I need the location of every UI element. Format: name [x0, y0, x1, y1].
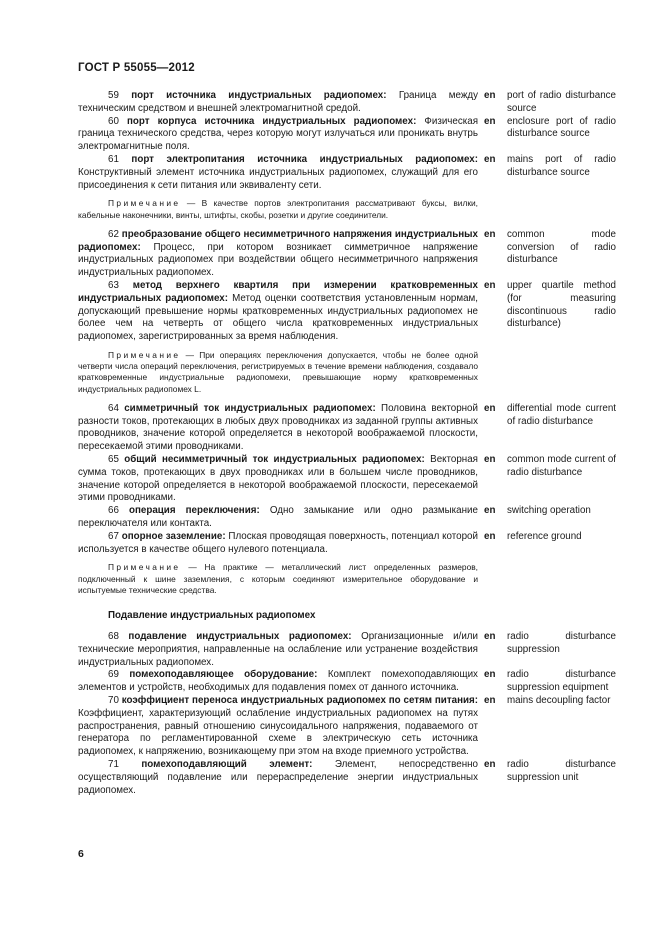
term-name: порт корпуса источника индустриальных радиопомех: — [126, 115, 417, 127]
term-entry-63 — [78, 279, 616, 344]
note-text: — На практике — металлический лист определенных размеров, подключенный к шине заземления, с которым соединяют измерительное оборудование и испытуемые технические средства. — [78, 562, 479, 595]
english-equivalent: mains port of radio disturbance source — [507, 153, 616, 178]
term-entry-67 — [78, 530, 582, 557]
term-definition: Коэффициент, характеризующий ослабление индустриальных радиопомех на путях распространения, равный отношению синусоидального напряжения, подаваемого от генератора по регламентированной схеме в электрическую сеть источника радиопомех, к напряжению, возникающему при этом на входе приемного устройства. — [78, 707, 478, 758]
term-paragraph — [78, 695, 478, 759]
term-number: 67 — [108, 530, 119, 542]
term-definition: Физическая граница технического средства, через которую могут излучаться или проникать внутрь электромагнитные поля. — [78, 115, 478, 153]
term-name: помехоподавляющий элемент: — [141, 758, 313, 770]
term-paragraph — [78, 403, 478, 454]
term-definition: Комплект помехоподавляющих элементов и устройств, необходимых для подавления помех от данного источника. — [78, 669, 478, 694]
page-number: 6 — [78, 848, 84, 860]
term-number: 60 — [108, 115, 119, 127]
term-paragraph — [78, 531, 478, 557]
section-title: Подавление индустриальных радиопомех — [108, 609, 316, 621]
english-equivalent: radio disturbance suppression — [507, 630, 616, 655]
note-text: — В качестве портов электропитания рассматривают буксы, вилки, кабельные наконечники, винты, штифты, скобы, розетки и другие соединители. — [78, 198, 479, 220]
term-name: опорное заземление: — [121, 530, 226, 542]
term-definition: Граница между техническим средством и внешней электромагнитной средой. — [78, 90, 478, 114]
term-definition: Организационные и/или технические мероприятия, направленные на ослабление или устранение воздействия индустриальных радиопомех. — [78, 630, 478, 668]
term-definition: Конструктивный элемент источника индустриальных радиопомех, служащий для его присоединения к сети питания или эквиваленту сети. — [78, 166, 478, 191]
english-equivalent: switching operation — [507, 505, 591, 517]
term-paragraph — [78, 229, 478, 280]
english-equivalent: mains decoupling factor — [507, 694, 611, 706]
term-paragraph — [78, 116, 478, 154]
english-equivalent: common mode conversion of radio disturbance — [507, 228, 616, 266]
term-paragraph — [78, 90, 478, 116]
english-equivalent: upper quartile method (for measuring discontinuous radio disturbance) — [507, 279, 616, 330]
term-entry-66 — [78, 505, 591, 531]
term-definition: Векторная сумма токов, протекающих в двух проводниках или в большем числе проводников, значение которой определяется в некоторой воображаемой плоскости, пересекаемой этими проводниками. — [78, 453, 478, 504]
note-3 — [78, 562, 478, 596]
language-code: en — [484, 228, 496, 240]
term-name: общий несимметричный ток индустриальных радиопомех: — [124, 453, 425, 465]
term-entry-64 — [78, 402, 616, 454]
term-paragraph — [78, 669, 478, 695]
note-label: Примечание — [108, 562, 181, 573]
term-number: 71 — [108, 758, 119, 770]
term-entry-71 — [78, 758, 616, 797]
note-label: Примечание — [108, 349, 181, 360]
term-paragraph — [78, 631, 478, 669]
language-code: en — [484, 694, 496, 706]
english-equivalent: differential mode current of radio disturbance — [507, 402, 616, 427]
term-paragraph — [78, 759, 478, 797]
english-equivalent: common mode current of radio disturbance — [507, 453, 616, 478]
term-number: 61 — [108, 153, 119, 165]
note-1 — [78, 198, 478, 220]
term-entry-62 — [78, 228, 616, 280]
term-name: помехоподавляющее оборудование: — [129, 669, 318, 681]
term-definition: Процесс, при котором возникает симметричное напряжение индустриальных радиопомех при воздействии общего несимметричного напряжения индустриальных радиопомех. — [78, 241, 478, 279]
term-number: 68 — [108, 630, 119, 642]
term-entry-59 — [78, 90, 616, 116]
language-code: en — [484, 669, 496, 681]
term-entry-70 — [78, 694, 611, 759]
term-number: 62 — [108, 228, 119, 240]
term-entry-61 — [78, 153, 616, 192]
language-code: en — [484, 505, 496, 517]
term-name: подавление индустриальных радиопомех: — [128, 630, 352, 642]
term-name: преобразование общего несимметричного напряжения индустриальных радиопомех: — [78, 228, 478, 253]
note-2 — [78, 350, 478, 395]
term-name: симметричный ток индустриальных радиопомех: — [124, 402, 376, 414]
term-name: порт источника индустриальных радиопомех: — [131, 90, 387, 101]
language-code: en — [484, 115, 496, 127]
term-name: порт электропитания источника индустриальных радиопомех: — [131, 153, 478, 165]
language-code: en — [484, 153, 496, 165]
language-code: en — [484, 90, 496, 101]
language-code: en — [484, 630, 496, 642]
term-number: 69 — [108, 669, 119, 681]
term-entry-65 — [78, 453, 616, 505]
term-name: метод верхнего квартиля при измерении кратковременных индустриальных радиопомех: — [78, 279, 478, 304]
term-definition: Половина векторной разности токов, протекающих в любых двух проводниках из заданной группы активных проводников, значение которой определяется в некоторой воображаемой плоскости, пересекаемой этими проводниками. — [78, 402, 478, 453]
term-name: коэффициент переноса индустриальных радиопомех по сетям питания: — [121, 694, 478, 706]
term-number: 63 — [108, 279, 119, 291]
term-entry-68 — [78, 630, 616, 669]
term-paragraph — [78, 454, 478, 505]
language-code: en — [484, 279, 496, 291]
terms-list — [78, 90, 616, 797]
term-number: 66 — [108, 505, 119, 517]
term-number: 59 — [108, 90, 119, 101]
term-entry-69 — [78, 669, 616, 695]
term-paragraph — [78, 280, 478, 344]
document-header: ГОСТ Р 55055—2012 — [78, 62, 195, 74]
language-code: en — [484, 453, 496, 465]
language-code: en — [484, 758, 496, 770]
term-entry-60 — [78, 115, 616, 154]
term-name: операция переключения: — [129, 505, 260, 517]
english-equivalent: reference ground — [507, 530, 582, 542]
term-number: 70 — [108, 694, 119, 706]
english-equivalent: enclosure port of radio disturbance source — [507, 115, 616, 140]
term-definition: Метод оценки соответствия установленным нормам, допускающий превышение нормы кратковременных индустриальных радиопомех не более чем на четверть от общего числа кратковременных индустриальных радиопомех, зарегистрированных за время наблюдения. — [78, 292, 478, 343]
english-equivalent: radio disturbance suppression equipment — [507, 669, 616, 694]
english-equivalent: port of radio disturbance source — [507, 90, 616, 114]
term-definition: Элемент, непосредственно осуществляющий подавление или перераспределение энергии индустриальных радиопомех. — [78, 758, 478, 796]
english-equivalent: radio disturbance suppression unit — [507, 758, 616, 783]
language-code: en — [484, 530, 496, 542]
term-number: 64 — [108, 402, 119, 414]
term-definition: Одно замыкание или одно размыкание переключателя или контакта. — [78, 505, 478, 529]
language-code: en — [484, 402, 496, 414]
term-definition: Плоская проводящая поверхность, потенциал которой используется в качестве общего нулевого потенциала. — [78, 530, 478, 555]
term-paragraph — [78, 154, 478, 192]
note-text: — При операциях переключения допускается, чтобы не более одной четверти числа операций переключения, регистрируемых в течение времени наблюдения, создавало кратковременные индустриальные радиопомехи, превышающие норму кратковременных индустриальных радиопомех L. — [78, 349, 479, 394]
term-number: 65 — [108, 453, 119, 465]
term-paragraph — [78, 505, 478, 531]
note-label: Примечание — [108, 198, 181, 209]
